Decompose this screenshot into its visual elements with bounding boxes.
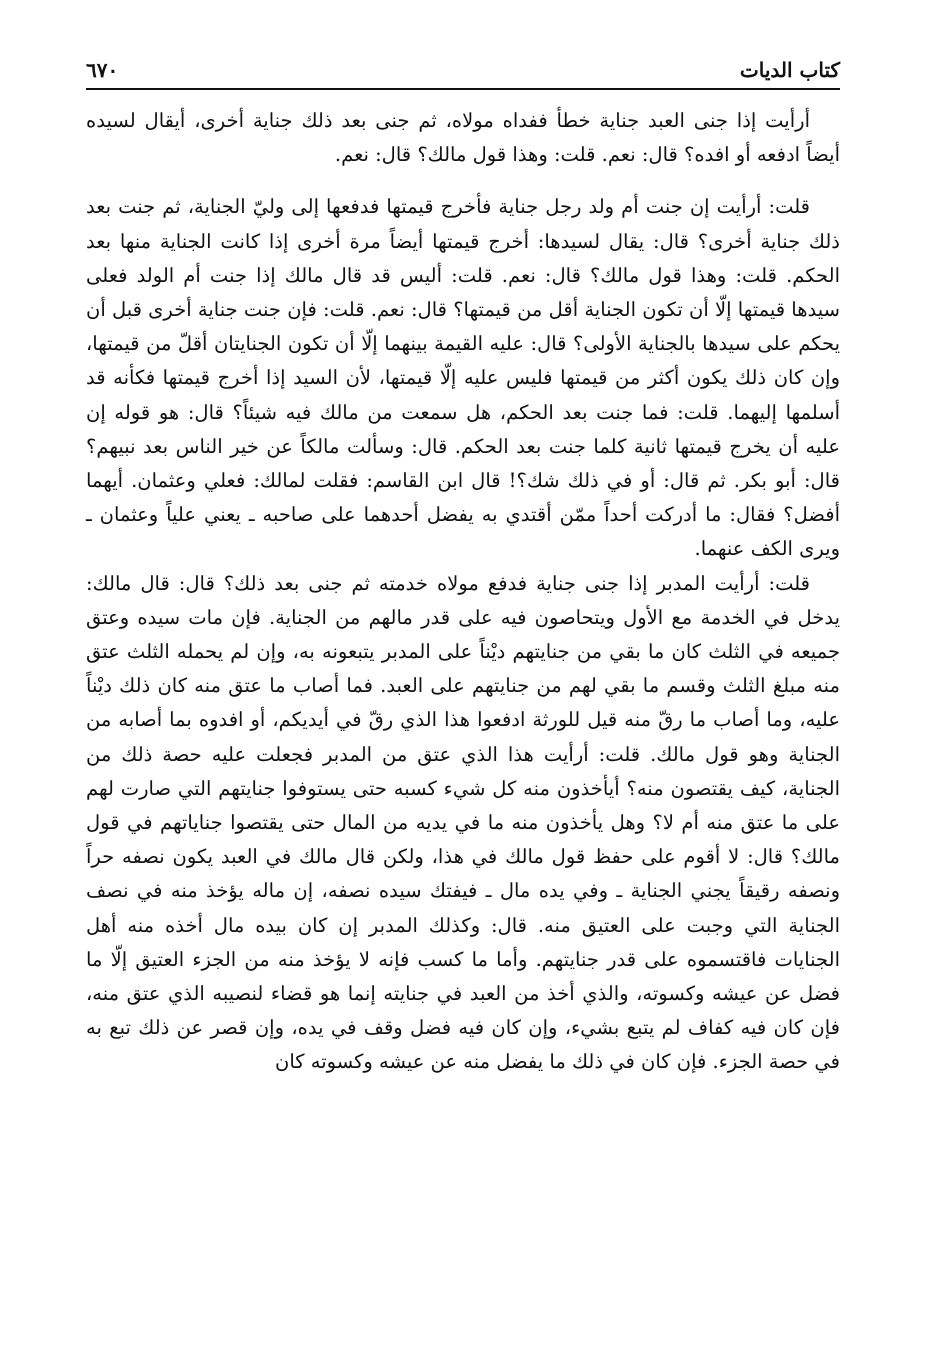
page-header: [86, 52, 840, 88]
header-rule: [86, 88, 840, 90]
paragraph-2: قلت: أرأيت إن جنت أم ولد رجل جناية فأخرج قيمتها فدفعها إلى وليّ الجناية، ثم جنت بعد ذلك جناية أخرى؟ قال: يقال لسيدها: أخرج قيمتها أيضاً مرة أخرى إذا كانت الجناية منها بعد الحكم. قلت: وهذا قول مالك؟ قال: نعم. قلت: أليس قد قال مالك إذا جنت أم الولد فعلى سيدها قيمتها إلّا أن تكون الجناية أقل من قيمتها؟ قال: نعم. قلت: فإن جنت جناية أخرى قبل أن يحكم على سيدها بالجناية الأولى؟ قال: عليه القيمة بينهما إلّا أن تكون الجنايتان أقلّ من قيمتها، وإن كان ذلك يكون أكثر من قيمتها فليس عليه إلّا قيمتها، لأن السيد إذا أخرج قيمتها فكأنه قد أسلمها إليهما. قلت: فما جنت بعد الحكم، هل سمعت من مالك فيه شيئاً؟ قال: هو قوله إن عليه أن يخرج قيمتها ثانية كلما جنت بعد الحكم. قال: وسألت مالكاً عن خير الناس بعد نبيهم؟ قال: أبو بكر. ثم قال: أو في ذلك شك؟! قال ابن القاسم: فقلت لمالك: فعلي وعثمان. أيهما أفضل؟ فقال: ما أدركت أحداً ممّن أقتدي به يفضل أحدهما على صاحبه ـ يعني علياً وعثمان ـ ويرى الكف عنهما.: [86, 195, 840, 561]
paragraph-1: أرأيت إذا جنى العبد جناية خطأ ففداه مولاه، ثم جنى بعد ذلك جناية أخرى، أيقال لسيده أيضاً ادفعه أو افده؟ قال: نعم. قلت: وهذا قول مالك؟ قال: نعم.: [86, 109, 840, 167]
page-number: ٦٧٠: [86, 58, 119, 82]
paragraph-3: قلت: أرأيت المدبر إذا جنى جناية فدفع مولاه خدمته ثم جنى بعد ذلك؟ قال: قال مالك: يدخل في الخدمة مع الأول ويتحاصون فيه على قدر مالهم من الجناية. فإن مات سيده وعتق جميعه في الثلث كان ما بقي من جنايتهم ديْناً على المدبر يتبعونه به، وإن لم يحمله الثلث عتق منه مبلغ الثلث وقسم ما بقي لهم من جنايتهم على العبد. فما أصاب ما عتق منه كان ذلك ديْناً عليه، وما أصاب ما رقّ منه قيل للورثة ادفعوا هذا الذي رقّ في أيديكم، أو افدوه بما أصابه من الجناية وهو قول مالك. قلت: أرأيت هذا الذي عتق من المدبر فجعلت عليه حصة ذلك من الجناية، كيف يقتصون منه؟ أيأخذون منه كل شيء كسبه حتى يستوفوا جنايتهم التي صارت لهم على ما عتق منه أم لا؟ وهل يأخذون منه ما في يديه من المال حتى يقتصوا جناياتهم في قول مالك؟ قال: لا أقوم على حفظ قول مالك في هذا، ولكن قال مالك في العبد يكون نصفه حراً ونصفه رقيقاً يجني الجناية ـ وفي يده مال ـ فيفتك سيده نصفه، إن ماله يؤخذ منه في نصف الجناية التي وجبت على العتيق منه. قال: وكذلك المدبر إن كان بيده مال أخذه منه أهل الجنايات فاقتسموه على قدر جنايتهم. وأما ما كسب فإنه لا يؤخذ منه من الجزء العتيق إلّا ما فضل عن عيشه وكسوته، والذي أخذ من العبد في جنايته إنما هو قضاء لنصيبه الذي عتق منه، فإن كان فيه كفاف لم يتبع بشيء، وإن كان فيه فضل وقف في يده، وإن قصر عن ذلك تبع به في حصة الجزء. فإن كان في ذلك ما يفضل منه عن عيشه وكسوته كان: [86, 571, 840, 1074]
running-title: كتاب الديات: [739, 58, 840, 82]
body-text: [86, 104, 840, 1080]
